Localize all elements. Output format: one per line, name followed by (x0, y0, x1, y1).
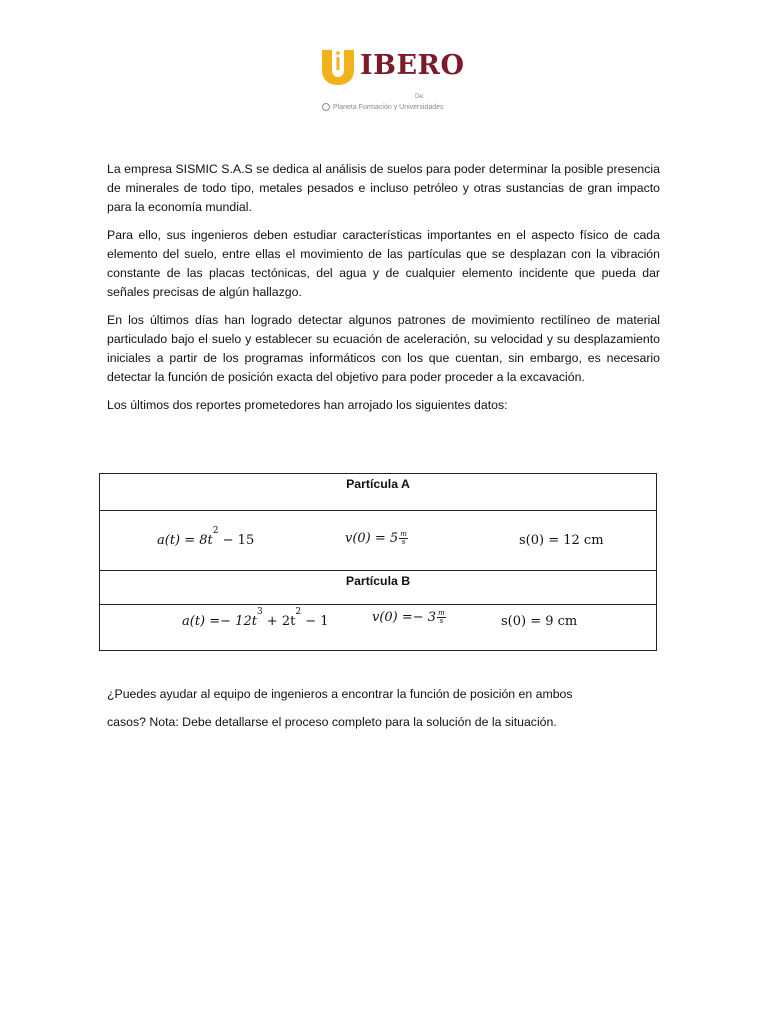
question-line-1: ¿Puedes ayudar al equipo de ingenieros a encontrar la función de posición en ambos (107, 687, 573, 701)
paragraph-1: La empresa SISMIC S.A.S se dedica al análisis de suelos para poder determinar la posible presencia de minerales de todo tipo, metales pesados e incluso petróleo y otras sustancias de gran impacto para la economía mundial. (107, 162, 660, 214)
particle-a-velocity: v(0) = 5 $\frac{m}{s}$ (345, 530, 407, 546)
particle-a-position: s(0) = 12 cm (519, 533, 604, 548)
ibero-u-logo-icon (320, 48, 356, 86)
particle-b-velocity: v(0) =− 3 $\frac{m}{s}$ (372, 609, 445, 625)
particle-a-title: Partícula A (100, 474, 657, 511)
logo-group-text: Planeta Formación y Universidades (333, 103, 444, 111)
question-line-2: casos? Nota: Debe detallarse el proceso completo para la solución de la situación. (107, 715, 557, 729)
intro-text (107, 160, 660, 424)
logo-de-label: De: (415, 94, 425, 100)
question-text (107, 680, 667, 736)
ibero-logo (320, 48, 465, 118)
particle-b-data-row (100, 605, 657, 651)
paragraph-2: Para ello, sus ingenieros deben estudiar características importantes en el aspecto físico de cada elemento del suelo, entre ellas el movimiento de las partículas que se desplazan con la vibración constante de las placas tectónicas, del agua y de cualquier elemento incidente que pueda dar señales precisas de algún hallazgo. (107, 228, 660, 299)
particle-b-acceleration: $a(t) =- 12t^3 + 2t^2 - 1$ (182, 607, 329, 629)
logo-group-label (322, 103, 444, 111)
ibero-wordmark: IBERO (360, 50, 465, 81)
particle-a-data-row (100, 511, 657, 571)
paragraph-3: En los últimos días han logrado detectar algunos patrones de movimiento rectilíneo de material particulado bajo el suelo y establecer su ecuación de aceleración, su velocidad y su desplazamiento iniciales a partir de los programas informáticos con los que cuentan, sin embargo, es necesario detectar la función de posición exacta del objetivo para poder proceder a la excavación. (107, 313, 660, 384)
particle-a-header-row (100, 474, 657, 511)
paragraph-4: Los últimos dos reportes prometedores han arrojado los siguientes datos: (107, 398, 508, 412)
particle-b-header-row (100, 571, 657, 605)
particle-data-table (99, 473, 657, 651)
globe-icon (322, 103, 330, 111)
particle-b-position: s(0) = 9 cm (501, 614, 578, 629)
particle-a-acceleration: $a(t) = 8t^2 - 15$ (157, 526, 255, 548)
particle-b-title: Partícula B (100, 571, 657, 605)
